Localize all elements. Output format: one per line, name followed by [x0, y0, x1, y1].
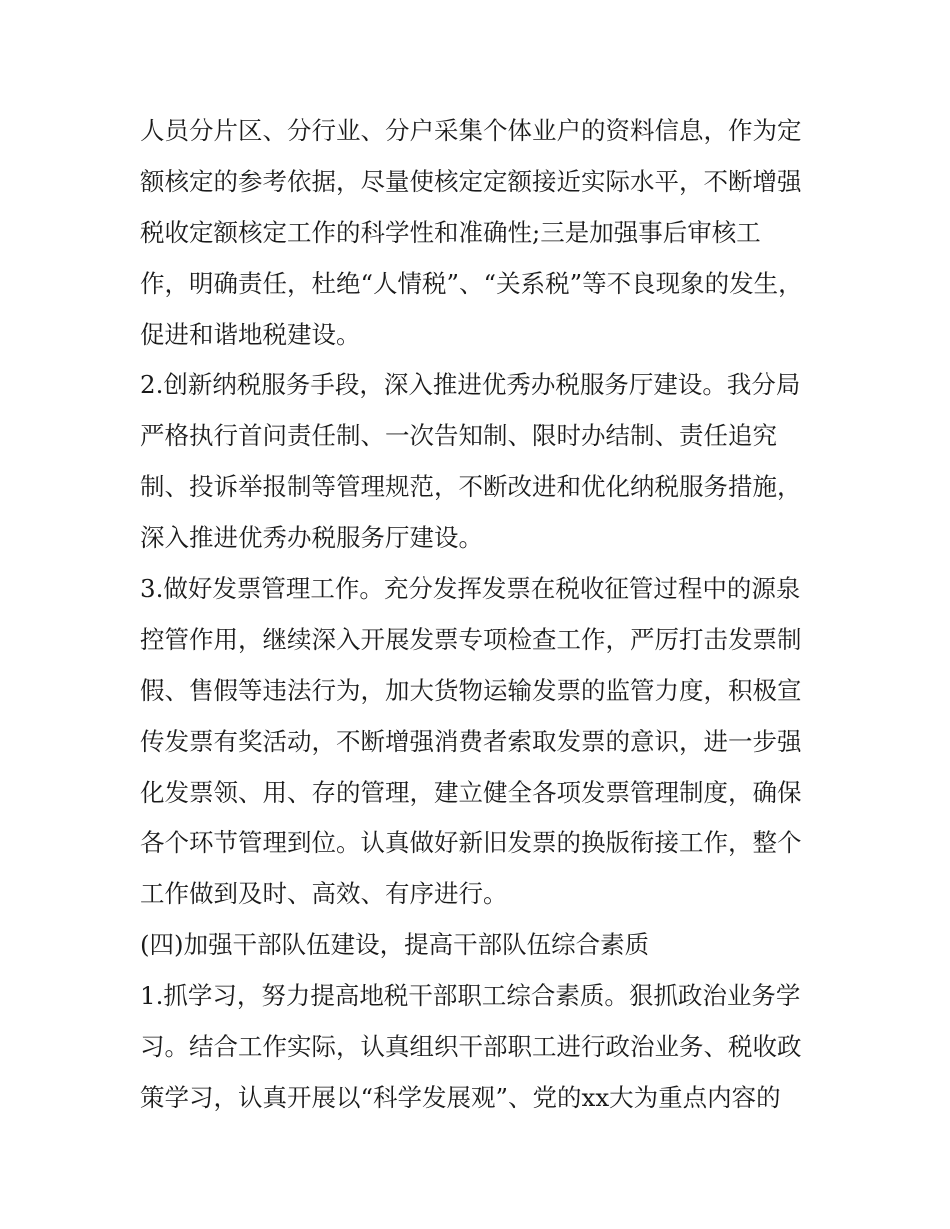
text-line: 习。结合工作实际，认真组织干部职工进行政治业务、税收政 — [140, 1032, 802, 1062]
text-line: 人员分片区、分行业、分户采集个体业户的资料信息，作为定 — [140, 116, 802, 145]
text-line: 促进和谐地税建设。 — [140, 319, 361, 349]
text-line: 各个环节管理到位。认真做好新旧发票的换版衔接工作，整个 — [140, 828, 802, 858]
text-line: 化发票领、用、存的管理，建立健全各项发票管理制度，确保 — [140, 777, 802, 807]
text-line: 深入推进优秀办税服务厅建设。 — [140, 523, 483, 553]
text-line: 假、售假等违法行为，加大货物运输发票的监管力度，积极宣 — [140, 675, 802, 705]
text-line: 2.创新纳税服务手段，深入推进优秀办税服务厅建设。我分局 — [140, 370, 801, 400]
text-line: 3.做好发票管理工作。充分发挥发票在税收征管过程中的源泉 — [140, 574, 801, 604]
body-text — [140, 106, 820, 1124]
text-line: 额核定的参考依据，尽量使核定定额接近实际水平，不断增强 — [140, 166, 802, 196]
text-line: 作，明确责任，杜绝“人情税”、“关系税”等不良现象的发生， — [140, 268, 803, 298]
text-line: 税收定额核定工作的科学性和准确性;三是加强事后审核工 — [140, 217, 761, 247]
text-line: 1.抓学习，努力提高地税干部职工综合素质。狠抓政治业务学 — [140, 981, 801, 1011]
text-line: 传发票有奖活动，不断增强消费者索取发票的意识，进一步强 — [140, 726, 802, 756]
text-line: 严格执行首问责任制、一次告知制、限时办结制、责任追究 — [140, 421, 777, 451]
text-line: 工作做到及时、高效、有序进行。 — [140, 879, 508, 909]
text-line: 策学习，认真开展以“科学发展观”、党的xx大为重点内容的 — [140, 1082, 781, 1112]
text-line: 控管作用，继续深入开展发票专项检查工作，严厉打击发票制 — [140, 624, 802, 654]
text-line: 制、投诉举报制等管理规范，不断改进和优化纳税服务措施， — [140, 472, 802, 502]
section-heading: (四)加强干部队伍建设，提高干部队伍综合素质 — [140, 930, 650, 960]
